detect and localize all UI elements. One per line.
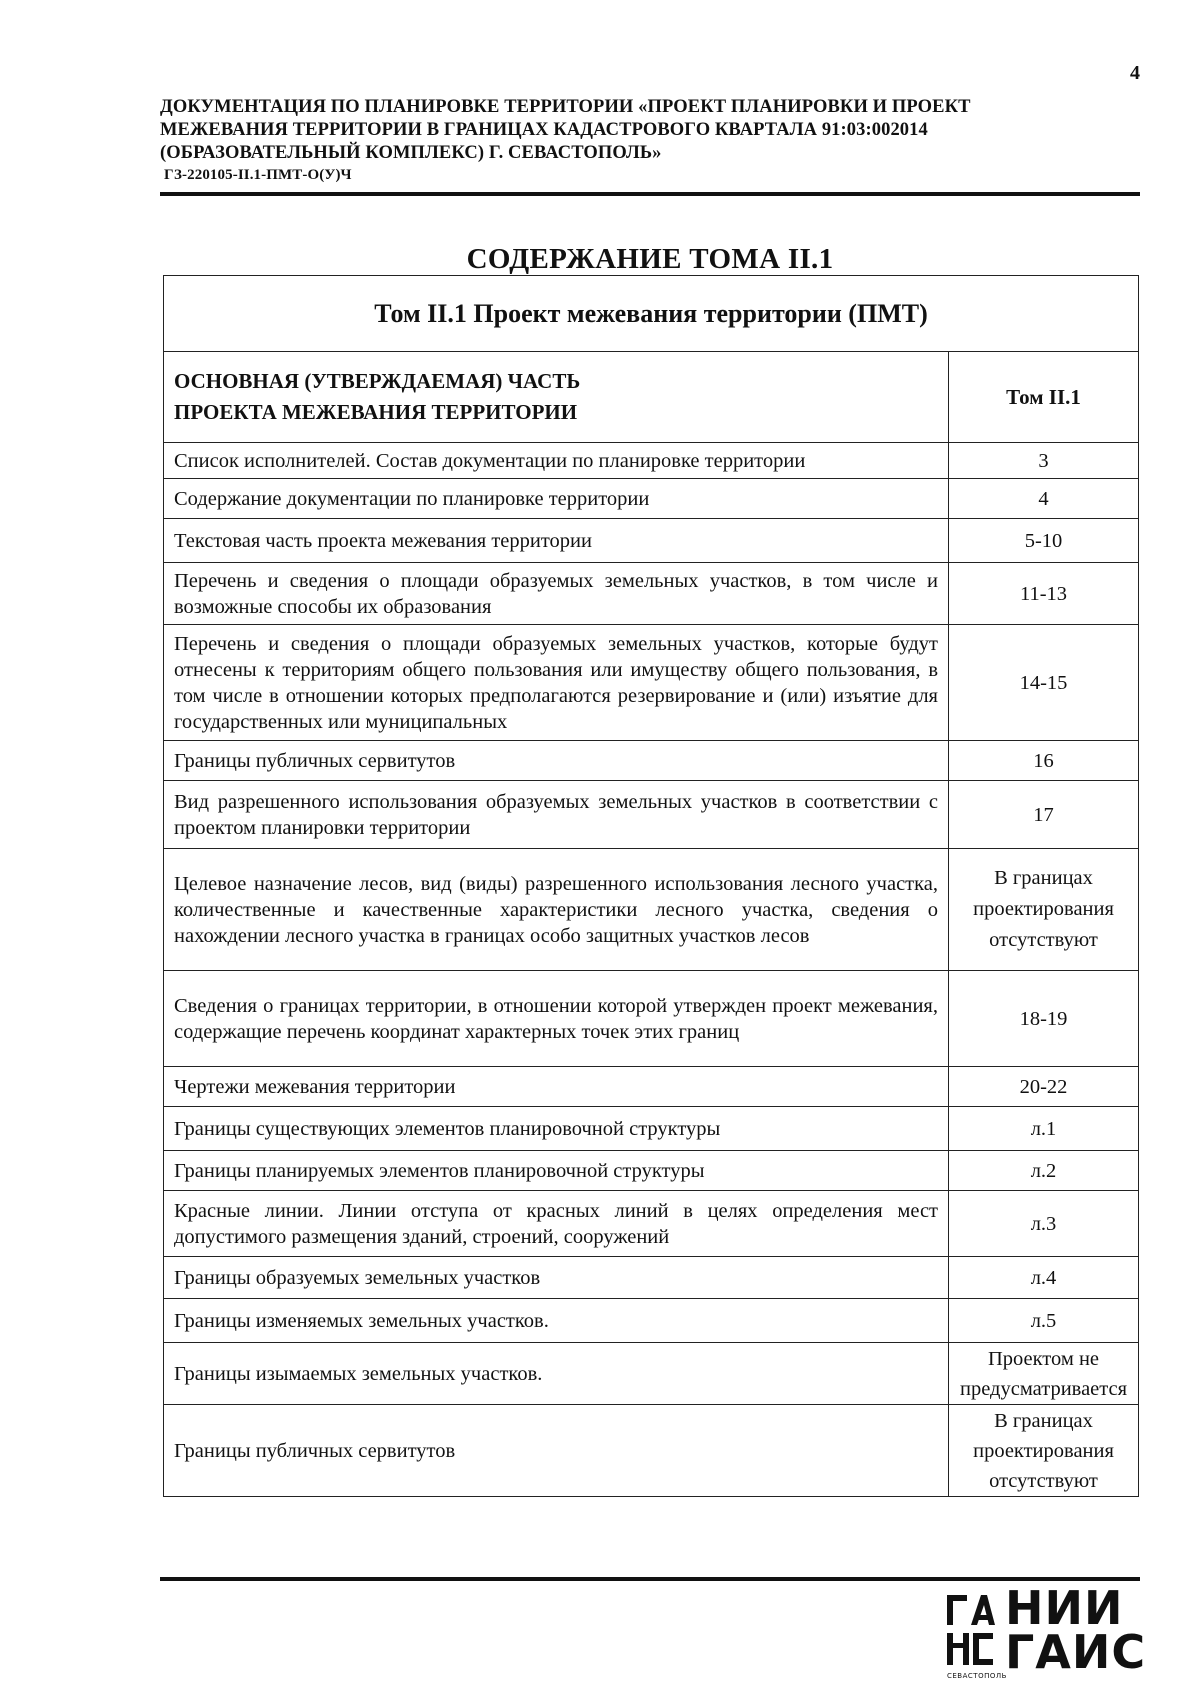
pages-line: проектирования	[973, 1439, 1114, 1462]
table-row	[164, 741, 1139, 781]
row-title: Границы публичных сервитутов	[164, 741, 949, 781]
header-line: МЕЖЕВАНИЯ ТЕРРИТОРИИ В ГРАНИЦАХ КАДАСТРОВОГО КВАРТАЛА 91:03:002014	[160, 120, 928, 140]
row-title: Сведения о границах территории, в отношении которой утвержден проект межевания, содержащие перечень координат характерных точек этих границ	[164, 971, 949, 1067]
table-row	[164, 781, 1139, 849]
main-part-line: ОСНОВНАЯ (УТВЕРЖДАЕМАЯ) ЧАСТЬ	[174, 369, 581, 393]
table-row	[164, 1299, 1139, 1343]
row-pages: 3	[949, 443, 1139, 479]
row-title: Перечень и сведения о площади образуемых земельных участков, в том числе и возможные способы их образования	[164, 563, 949, 625]
page-number: 4	[1130, 62, 1140, 84]
table-row	[164, 1151, 1139, 1191]
footer-divider	[160, 1577, 1140, 1581]
row-pages: л.5	[949, 1299, 1139, 1343]
main-part-line: ПРОЕКТА МЕЖЕВАНИЯ ТЕРРИТОРИИ	[174, 400, 578, 424]
main-part-title	[164, 352, 949, 443]
pages-line: предусматривается	[960, 1377, 1128, 1400]
row-title: Границы существующих элементов планировочной структуры	[164, 1107, 949, 1151]
pages-line: В границах	[994, 867, 1093, 889]
pages-line: отсутствуют	[989, 929, 1098, 951]
header-divider	[160, 192, 1140, 196]
pages-line: отсутствуют	[989, 1469, 1098, 1492]
table-row	[164, 1067, 1139, 1107]
logo-mark-icon	[945, 1591, 995, 1671]
row-title: Чертежи межевания территории	[164, 1067, 949, 1107]
row-pages: 11-13	[949, 563, 1139, 625]
row-title: Границы планируемых элементов планировочной структуры	[164, 1151, 949, 1191]
document-header	[160, 96, 1140, 185]
table-row	[164, 849, 1139, 971]
section-title: СОДЕРЖАНИЕ ТОМА II.1	[466, 243, 834, 275]
logo-line: НИИ	[1005, 1581, 1124, 1635]
table-row	[164, 971, 1139, 1067]
row-pages: л.4	[949, 1257, 1139, 1299]
table-row	[164, 479, 1139, 519]
row-title: Границы изымаемых земельных участков.	[164, 1343, 949, 1405]
pages-line: В границах	[994, 1409, 1093, 1432]
contents-table	[163, 275, 1139, 1497]
row-title: Содержание документации по планировке территории	[164, 479, 949, 519]
row-pages: 5-10	[949, 519, 1139, 563]
row-pages: л.2	[949, 1151, 1139, 1191]
row-pages	[949, 1405, 1139, 1497]
row-pages: 17	[949, 781, 1139, 849]
row-pages: 18-19	[949, 971, 1139, 1067]
row-pages: 16	[949, 741, 1139, 781]
row-pages: л.3	[949, 1191, 1139, 1257]
document-code: ГЗ-220105-II.1-ПМТ-О(У)Ч	[164, 167, 352, 183]
table-row	[164, 1405, 1139, 1497]
volume-title: Том II.1 Проект межевания территории (ПМТ)	[164, 276, 1139, 352]
row-title: Перечень и сведения о площади образуемых земельных участков, которые будут отнесены к территориям общего пользования или имуществу общего пользования, в том числе в отношении которых предполагаются резервирование и (или) изъятие для государственных или муниципальных	[164, 625, 949, 741]
logo-text	[1005, 1581, 1147, 1679]
main-part-volume: Том II.1	[949, 352, 1139, 443]
table-row	[164, 1343, 1139, 1405]
main-part-row	[164, 352, 1139, 443]
row-title: Список исполнителей. Состав документации по планировке территории	[164, 443, 949, 479]
table-row	[164, 443, 1139, 479]
row-title: Вид разрешенного использования образуемых земельных участков в соответствии с проектом планировки территории	[164, 781, 949, 849]
row-title: Целевое назначение лесов, вид (виды) разрешенного использования лесного участка, количественные и качественные характеристики лесного участка, сведения о нахождении лесного участка в границах особо защитных участков лесов	[164, 849, 949, 971]
table-row	[164, 1191, 1139, 1257]
row-title: Красные линии. Линии отступа от красных линий в целях определения мест допустимого размещения зданий, строений, сооружений	[164, 1191, 949, 1257]
row-pages: 20-22	[949, 1067, 1139, 1107]
row-pages	[949, 1343, 1139, 1405]
header-line: ДОКУМЕНТАЦИЯ ПО ПЛАНИРОВКЕ ТЕРРИТОРИИ «ПРОЕКТ ПЛАНИРОВКИ И ПРОЕКТ	[160, 97, 971, 117]
table-row	[164, 519, 1139, 563]
table-row	[164, 563, 1139, 625]
row-title: Границы образуемых земельных участков	[164, 1257, 949, 1299]
row-title: Границы изменяемых земельных участков.	[164, 1299, 949, 1343]
pages-line: Проектом не	[987, 1347, 1100, 1370]
row-pages: л.1	[949, 1107, 1139, 1151]
volume-title-row	[164, 276, 1139, 352]
row-pages: 4	[949, 479, 1139, 519]
logo-line: ГАИС	[1005, 1625, 1147, 1679]
header-line: (ОБРАЗОВАТЕЛЬНЫЙ КОМПЛЕКС) Г. СЕВАСТОПОЛЬ»	[160, 143, 662, 163]
table-row	[164, 1107, 1139, 1151]
pages-line: проектирования	[973, 898, 1114, 920]
row-pages	[949, 849, 1139, 971]
row-title: Границы публичных сервитутов	[164, 1405, 949, 1497]
logo-caption: СЕВАСТОПОЛЬ	[947, 1672, 1007, 1680]
row-title: Текстовая часть проекта межевания территории	[164, 519, 949, 563]
institute-logo	[945, 1581, 1147, 1686]
table-row	[164, 1257, 1139, 1299]
row-pages: 14-15	[949, 625, 1139, 741]
table-row	[164, 625, 1139, 741]
